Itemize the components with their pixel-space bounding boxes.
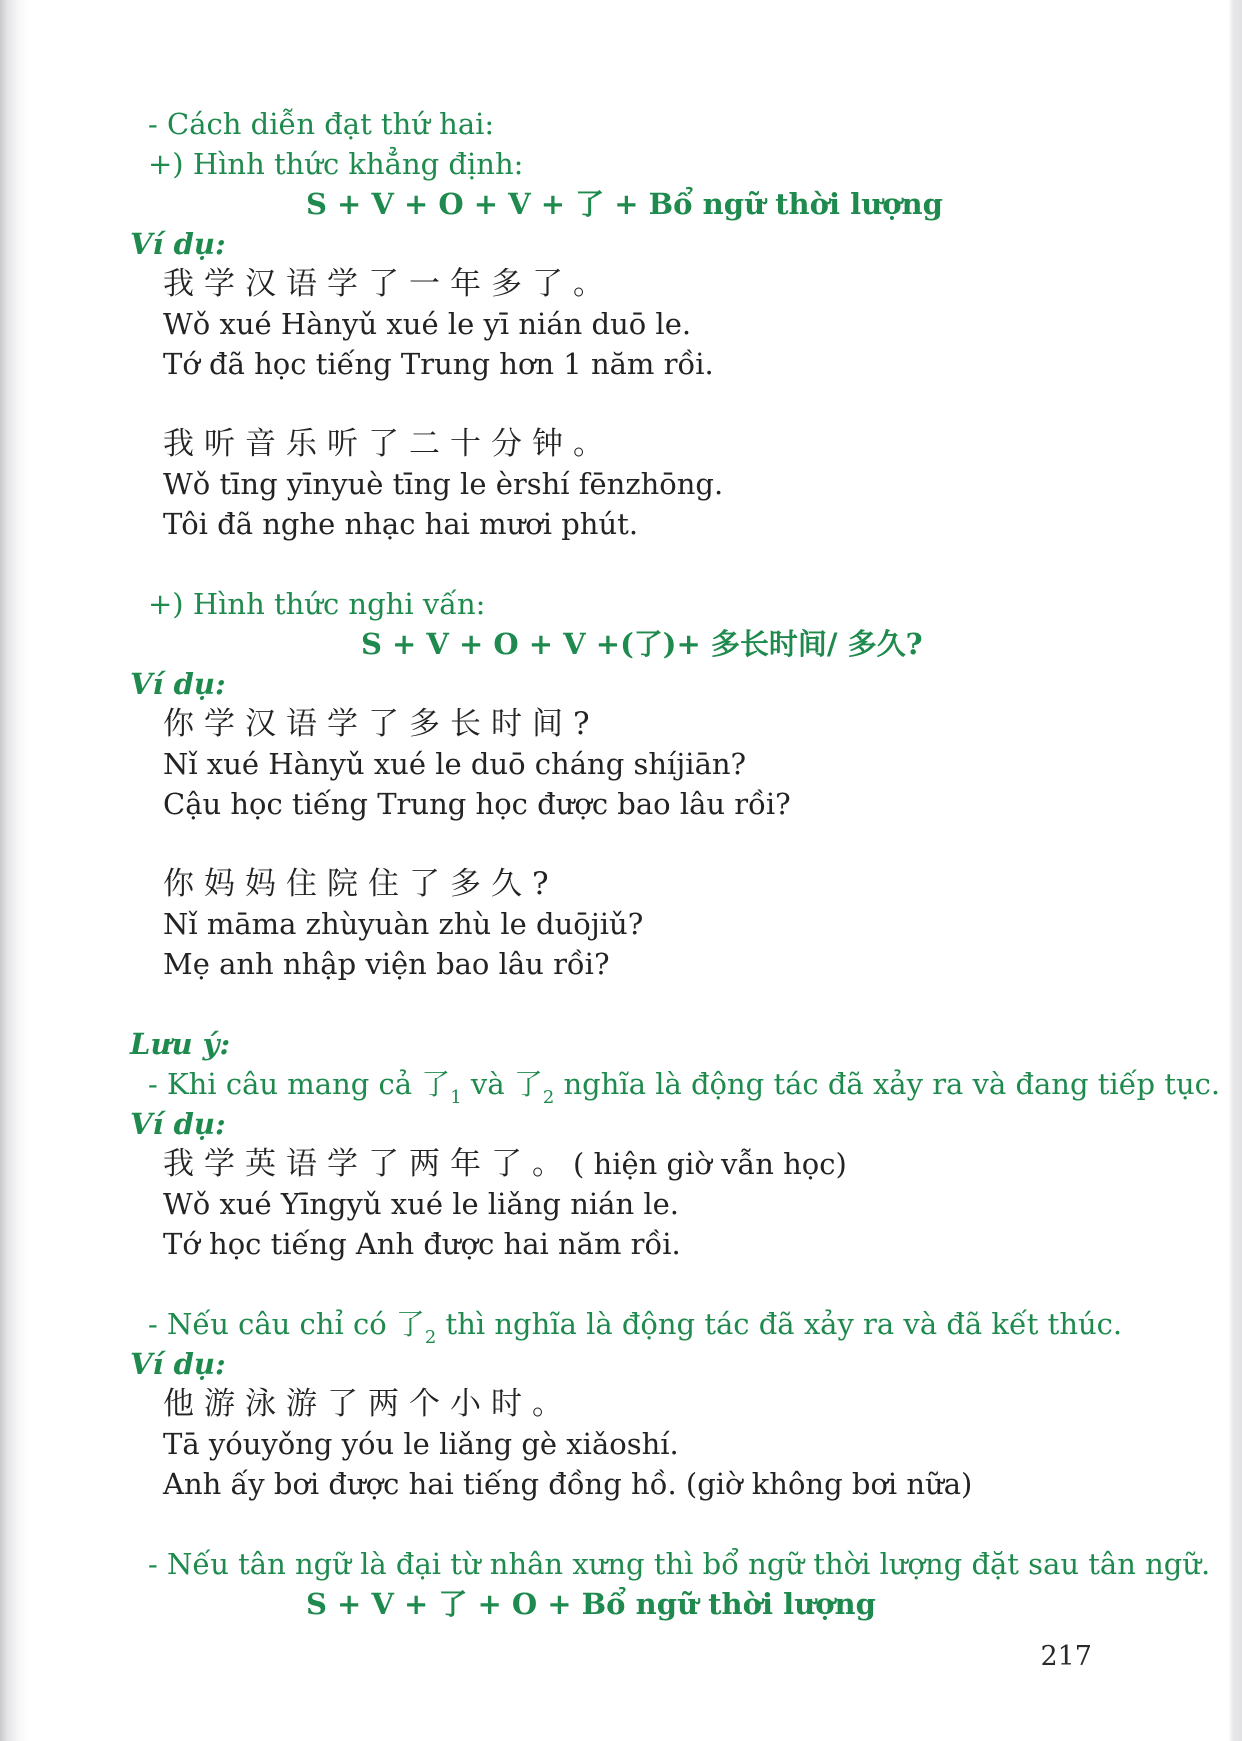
- interrogative-heading: +) Hình thức nghi vấn:: [148, 587, 486, 621]
- pronoun-object-formula: S + V + 了 + O + Bổ ngữ thời lượng: [306, 1587, 876, 1621]
- example-sentence-pinyin: Wǒ tīng yīnyuè tīng le èrshí fēnzhōng.: [163, 467, 724, 501]
- example-sentence-chinese: 我听音乐听了二十分钟。: [163, 426, 614, 462]
- example-sentence-vietnamese: Tớ học tiếng Anh được hai năm rồi.: [163, 1227, 681, 1261]
- interrogative-formula: S + V + O + V +(了)+ 多长时间/ 多久?: [361, 627, 923, 661]
- example-sentence-vietnamese: Anh ấy bơi được hai tiếng đồng hồ. (giờ không bơi nữa): [163, 1467, 973, 1501]
- inline-annotation: ( hiện giờ vẫn học): [573, 1147, 847, 1181]
- grammar-note: - Khi câu mang cả 了$_1$ và 了$_2$ nghĩa là động tác đã xảy ra và đang tiếp tục.: [148, 1067, 1221, 1108]
- example-sentence-chinese: 你学汉语学了多长时间?: [163, 706, 600, 742]
- example-sentence-chinese: 我学汉语学了一年多了。: [163, 266, 614, 302]
- grammar-note: - Nếu tân ngữ là đại từ nhân xưng thì bổ ngữ thời lượng đặt sau tân ngữ.: [148, 1547, 1211, 1581]
- example-sentence-pinyin: Nǐ māma zhùyuàn zhù le duōjiǔ?: [163, 907, 644, 941]
- heading-second-expression: - Cách diễn đạt thứ hai:: [148, 107, 495, 141]
- example-label: Ví dụ:: [130, 667, 226, 701]
- example-sentence-vietnamese: Tôi đã nghe nhạc hai mươi phút.: [163, 507, 639, 541]
- affirmative-heading: +) Hình thức khẳng định:: [148, 147, 524, 181]
- example-sentence-pinyin: Wǒ xué Yīngyǔ xué le liǎng nián le.: [163, 1187, 679, 1221]
- page-number: 217: [1040, 1641, 1092, 1672]
- example-sentence-pinyin: Tā yóuyǒng yóu le liǎng gè xiǎoshí.: [163, 1427, 679, 1461]
- example-label: Ví dụ:: [130, 1347, 226, 1381]
- chinese-text: 我学英语学了两年了。: [163, 1146, 573, 1182]
- note-section-label: Lưu ý:: [130, 1027, 231, 1061]
- example-sentence-chinese: 他游泳游了两个小时。: [163, 1386, 573, 1422]
- example-sentence-chinese: [163, 1144, 1202, 1184]
- example-label: Ví dụ:: [130, 227, 226, 261]
- example-sentence-vietnamese: Cậu học tiếng Trung học được bao lâu rồi?: [163, 787, 791, 821]
- grammar-note: - Nếu câu chỉ có 了$_2$ thì nghĩa là động tác đã xảy ra và đã kết thúc.: [148, 1307, 1123, 1348]
- example-sentence-pinyin: Nǐ xué Hànyǔ xué le duō cháng shíjiān?: [163, 747, 747, 781]
- example-sentence-pinyin: Wǒ xué Hànyǔ xué le yī nián duō le.: [163, 307, 692, 341]
- example-sentence-vietnamese: Tớ đã học tiếng Trung hơn 1 năm rồi.: [163, 347, 714, 381]
- example-sentence-vietnamese: Mẹ anh nhập viện bao lâu rồi?: [163, 947, 610, 981]
- affirmative-formula: S + V + O + V + 了 + Bổ ngữ thời lượng: [306, 187, 943, 221]
- example-label: Ví dụ:: [130, 1107, 226, 1141]
- example-sentence-chinese: 你妈妈住院住了多久?: [163, 866, 559, 902]
